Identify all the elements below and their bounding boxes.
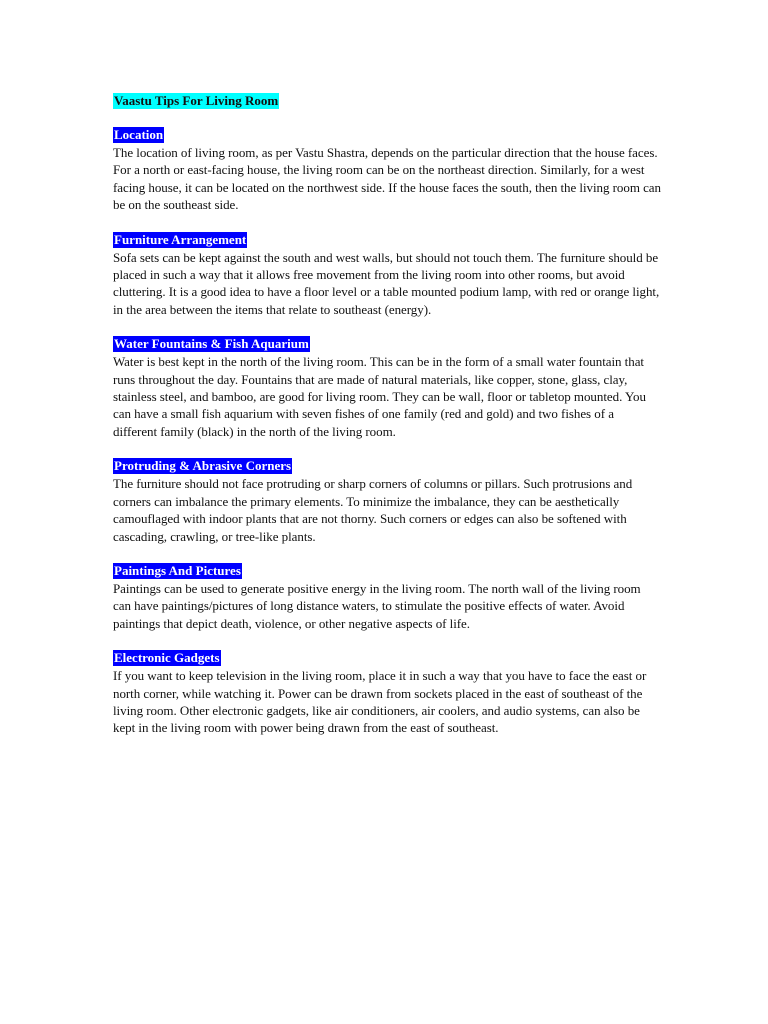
section-location xyxy=(113,126,661,214)
section-heading-electronic-gadgets: Electronic Gadgets xyxy=(114,650,220,666)
document-page xyxy=(113,92,661,754)
section-body-electronic-gadgets: If you want to keep television in the living room, place it in such a way that you have to face the east or north corner, while watching it. Power can be drawn from sockets placed in the east of southeast of the living room. Other electronic gadgets, like air conditioners, air coolers, and audio systems, can also be kept in the living room with power being drawn from the east of southeast. xyxy=(113,668,647,736)
section-heading-furniture-arrangement: Furniture Arrangement xyxy=(114,231,247,247)
section-body-location: The location of living room, as per Vastu Shastra, depends on the particular direction that the house faces. For a north or east-facing house, the living room can be on the northeast direction. Similarly, for a west facing house, it can be located on the northwest side. If the house faces the south, then the living room can be on the southeast side. xyxy=(113,145,661,213)
section-water-fountains xyxy=(113,335,661,440)
document-title: Vaastu Tips For Living Room xyxy=(114,93,279,108)
section-paintings-pictures xyxy=(113,562,661,632)
section-heading-paintings-pictures: Paintings And Pictures xyxy=(114,562,241,578)
section-heading-water-fountains: Water Fountains & Fish Aquarium xyxy=(114,336,309,352)
section-body-paintings-pictures: Paintings can be used to generate positive energy in the living room. The north wall of the living room can have paintings/pictures of long distance waters, to stimulate the positive effects of water. Avoid paintings that depict death, violence, or other negative aspects of life. xyxy=(113,580,641,631)
section-electronic-gadgets xyxy=(113,649,661,737)
section-heading-location: Location xyxy=(114,127,164,142)
section-protruding-corners xyxy=(113,457,661,545)
section-body-water-fountains: Water is best kept in the north of the living room. This can be in the form of a small water fountain that runs throughout the day. Fountains that are made of natural materials, like copper, stone, glass, clay, stainless steel, and bamboo, are good for living room. They can be wall, floor or tabletop mounted. You can have a small fish aquarium with seven fishes of one family (red and gold) and two fishes of a different family (black) in the north of the living room. xyxy=(113,354,646,439)
section-body-furniture-arrangement: Sofa sets can be kept against the south and west walls, but should not touch them. The furniture should be placed in such a way that it allows free movement from the living room into other rooms, but avoid cluttering. It is a good idea to have a floor level or a table mounted podium lamp, with red or orange light, in the area between the items that relate to southeast (energy). xyxy=(113,249,660,317)
section-furniture-arrangement xyxy=(113,231,661,319)
section-body-protruding-corners: The furniture should not face protruding or sharp corners of columns or pillars. Such protrusions and corners can imbalance the primary elements. To minimize the imbalance, they can be aesthetically camouflaged with indoor plants that are not thorny. Such corners or edges can also be softened with cascading, crawling, or tree-like plants. xyxy=(113,476,633,544)
section-heading-protruding-corners: Protruding & Abrasive Corners xyxy=(114,458,292,474)
